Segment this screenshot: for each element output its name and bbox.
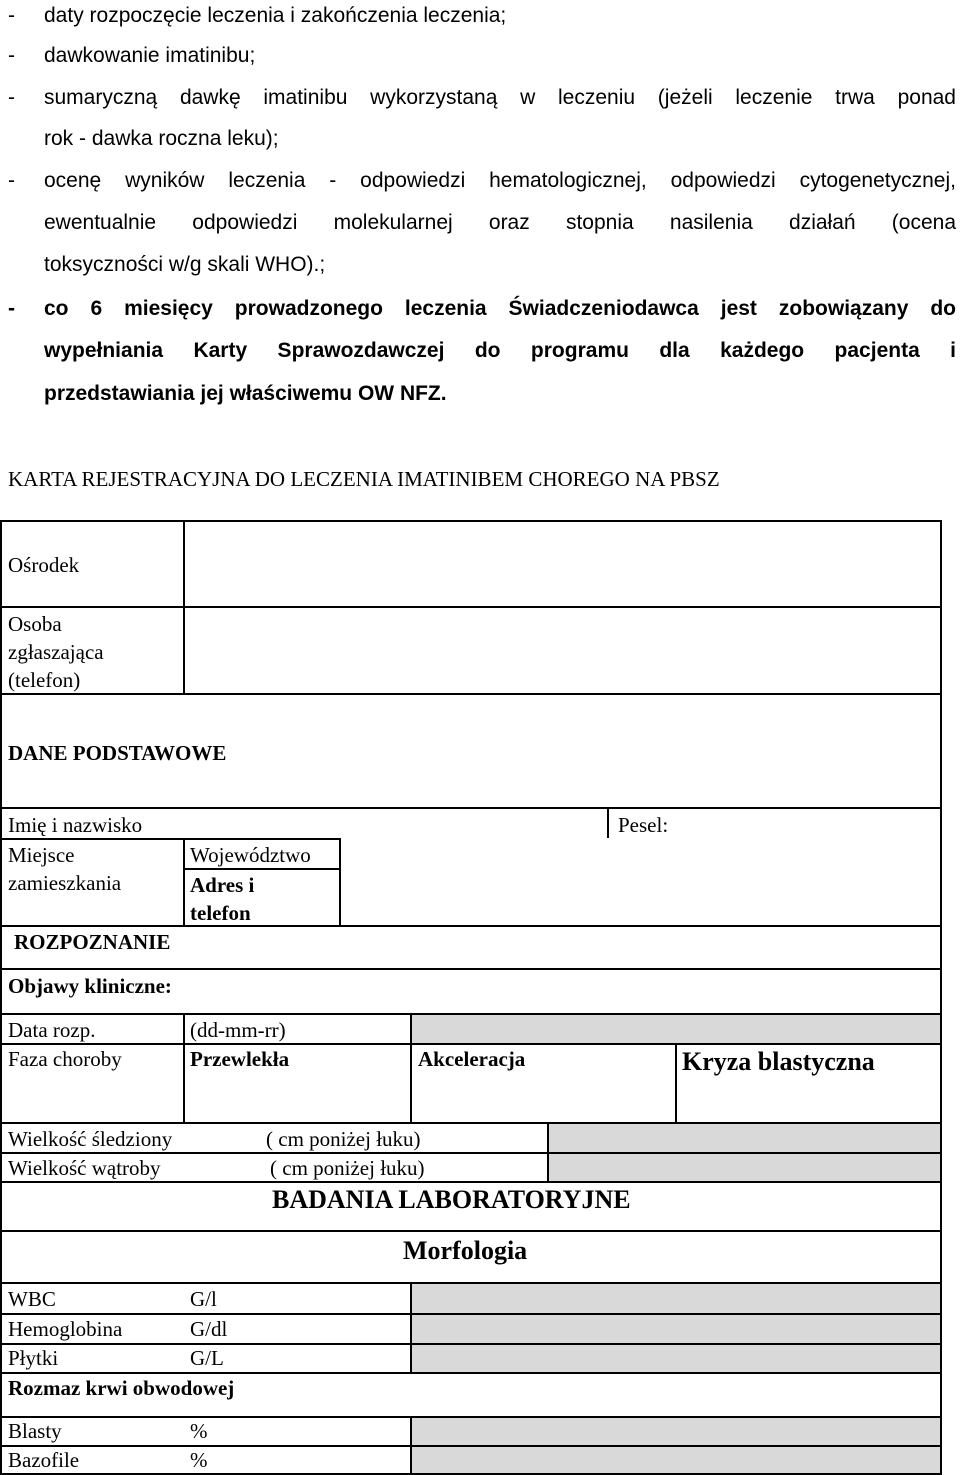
wojewodztwo-label: Województwo <box>190 843 311 867</box>
option-kryza: Kryza blastyczna <box>682 1047 875 1076</box>
rozmaz-label: Rozmaz krwi obwodowej <box>8 1376 235 1400</box>
watroba-unit: ( cm poniżej łuku) <box>270 1156 425 1180</box>
list-item-continuation: rok - dawka roczna leku); <box>44 127 279 150</box>
bold-item-continuation: wypełniania Karty Sprawozdawczej do programu dla każdego pacjenta i <box>44 339 956 362</box>
section-heading: DANE PODSTAWOWE <box>8 741 227 765</box>
osrodek-field[interactable] <box>186 523 938 605</box>
section-heading: BADANIA LABORATORYJNE <box>272 1185 631 1214</box>
lab-name: Blasty <box>8 1419 62 1443</box>
dash: - <box>8 297 15 320</box>
lab-name: WBC <box>8 1287 56 1311</box>
list-item-continuation: toksyczności w/g skali WHO).; <box>44 253 326 276</box>
pesel-label: Pesel: <box>618 813 669 837</box>
adres-label: Adres i <box>190 873 255 897</box>
lab-name: Bazofile <box>8 1448 80 1472</box>
lab-name: Hemoglobina <box>8 1317 123 1341</box>
shaded-cell <box>412 1315 940 1343</box>
section-heading: ROZPOZNANIE <box>14 930 171 954</box>
objawy-label: Objawy kliniczne: <box>8 974 172 998</box>
faza-label: Faza choroby <box>8 1047 122 1071</box>
osoba-field[interactable] <box>186 609 938 692</box>
lab-name: Płytki <box>8 1346 59 1370</box>
watroba-label: Wielkość wątroby <box>8 1156 161 1180</box>
lab-unit: G/L <box>190 1346 224 1370</box>
sledziona-label: Wielkość śledziony <box>8 1127 173 1151</box>
morfologia-heading: Morfologia <box>403 1236 528 1265</box>
option-akceleracja: Akceleracja <box>418 1047 526 1071</box>
miejsce-label: zamieszkania <box>8 871 122 895</box>
list-item: daty rozpoczęcie leczenia i zakończenia leczenia; <box>44 4 507 27</box>
list-item-continuation: ewentualnie odpowiedzi molekularnej oraz stopnia nasilenia działań (ocena <box>44 211 956 234</box>
shaded-cell <box>412 1447 940 1473</box>
dash: - <box>8 169 15 192</box>
option-przewlekla: Przewlekła <box>190 1047 290 1071</box>
list-item: dawkowanie imatinibu; <box>44 44 256 67</box>
sledziona-unit: ( cm poniżej łuku) <box>266 1127 421 1151</box>
adres-label: telefon <box>190 901 251 925</box>
osrodek-label: Ośrodek <box>8 553 80 577</box>
data-rozp-label: Data rozp. <box>8 1018 96 1042</box>
date-format-hint: (dd-mm-rr) <box>190 1018 286 1042</box>
lab-unit: % <box>190 1448 208 1472</box>
osoba-label: (telefon) <box>8 668 81 692</box>
lab-unit: G/l <box>190 1287 217 1311</box>
list-item: ocenę wyników leczenia - odpowiedzi hematologicznej, odpowiedzi cytogenetycznej, <box>44 169 956 192</box>
form-title: KARTA REJESTRACYJNA DO LECZENIA IMATINIBEM CHOREGO NA PBSZ <box>8 467 720 491</box>
lab-unit: G/dl <box>190 1317 228 1341</box>
lab-unit: % <box>190 1419 208 1443</box>
shaded-cell <box>412 1418 940 1445</box>
dash: - <box>8 86 15 109</box>
miejsce-label: Miejsce <box>8 843 75 867</box>
osoba-label: Osoba <box>8 612 62 636</box>
dash: - <box>8 4 15 27</box>
shaded-cell <box>412 1345 940 1372</box>
shaded-cell <box>412 1015 940 1043</box>
osoba-label: zgłaszająca <box>8 640 104 664</box>
dash: - <box>8 44 15 67</box>
bold-item-continuation: przedstawiania jej właściwemu OW NFZ. <box>44 382 447 405</box>
shaded-cell <box>412 1284 940 1313</box>
shaded-cell <box>549 1124 940 1152</box>
bold-item: co 6 miesięcy prowadzonego leczenia Świadczeniodawca jest zobowiązany do <box>44 297 956 320</box>
imie-label: Imię i nazwisko <box>8 813 143 837</box>
shaded-cell <box>549 1154 940 1181</box>
list-item: sumaryczną dawkę imatinibu wykorzystaną w leczeniu (jeżeli leczenie trwa ponad <box>44 86 956 109</box>
